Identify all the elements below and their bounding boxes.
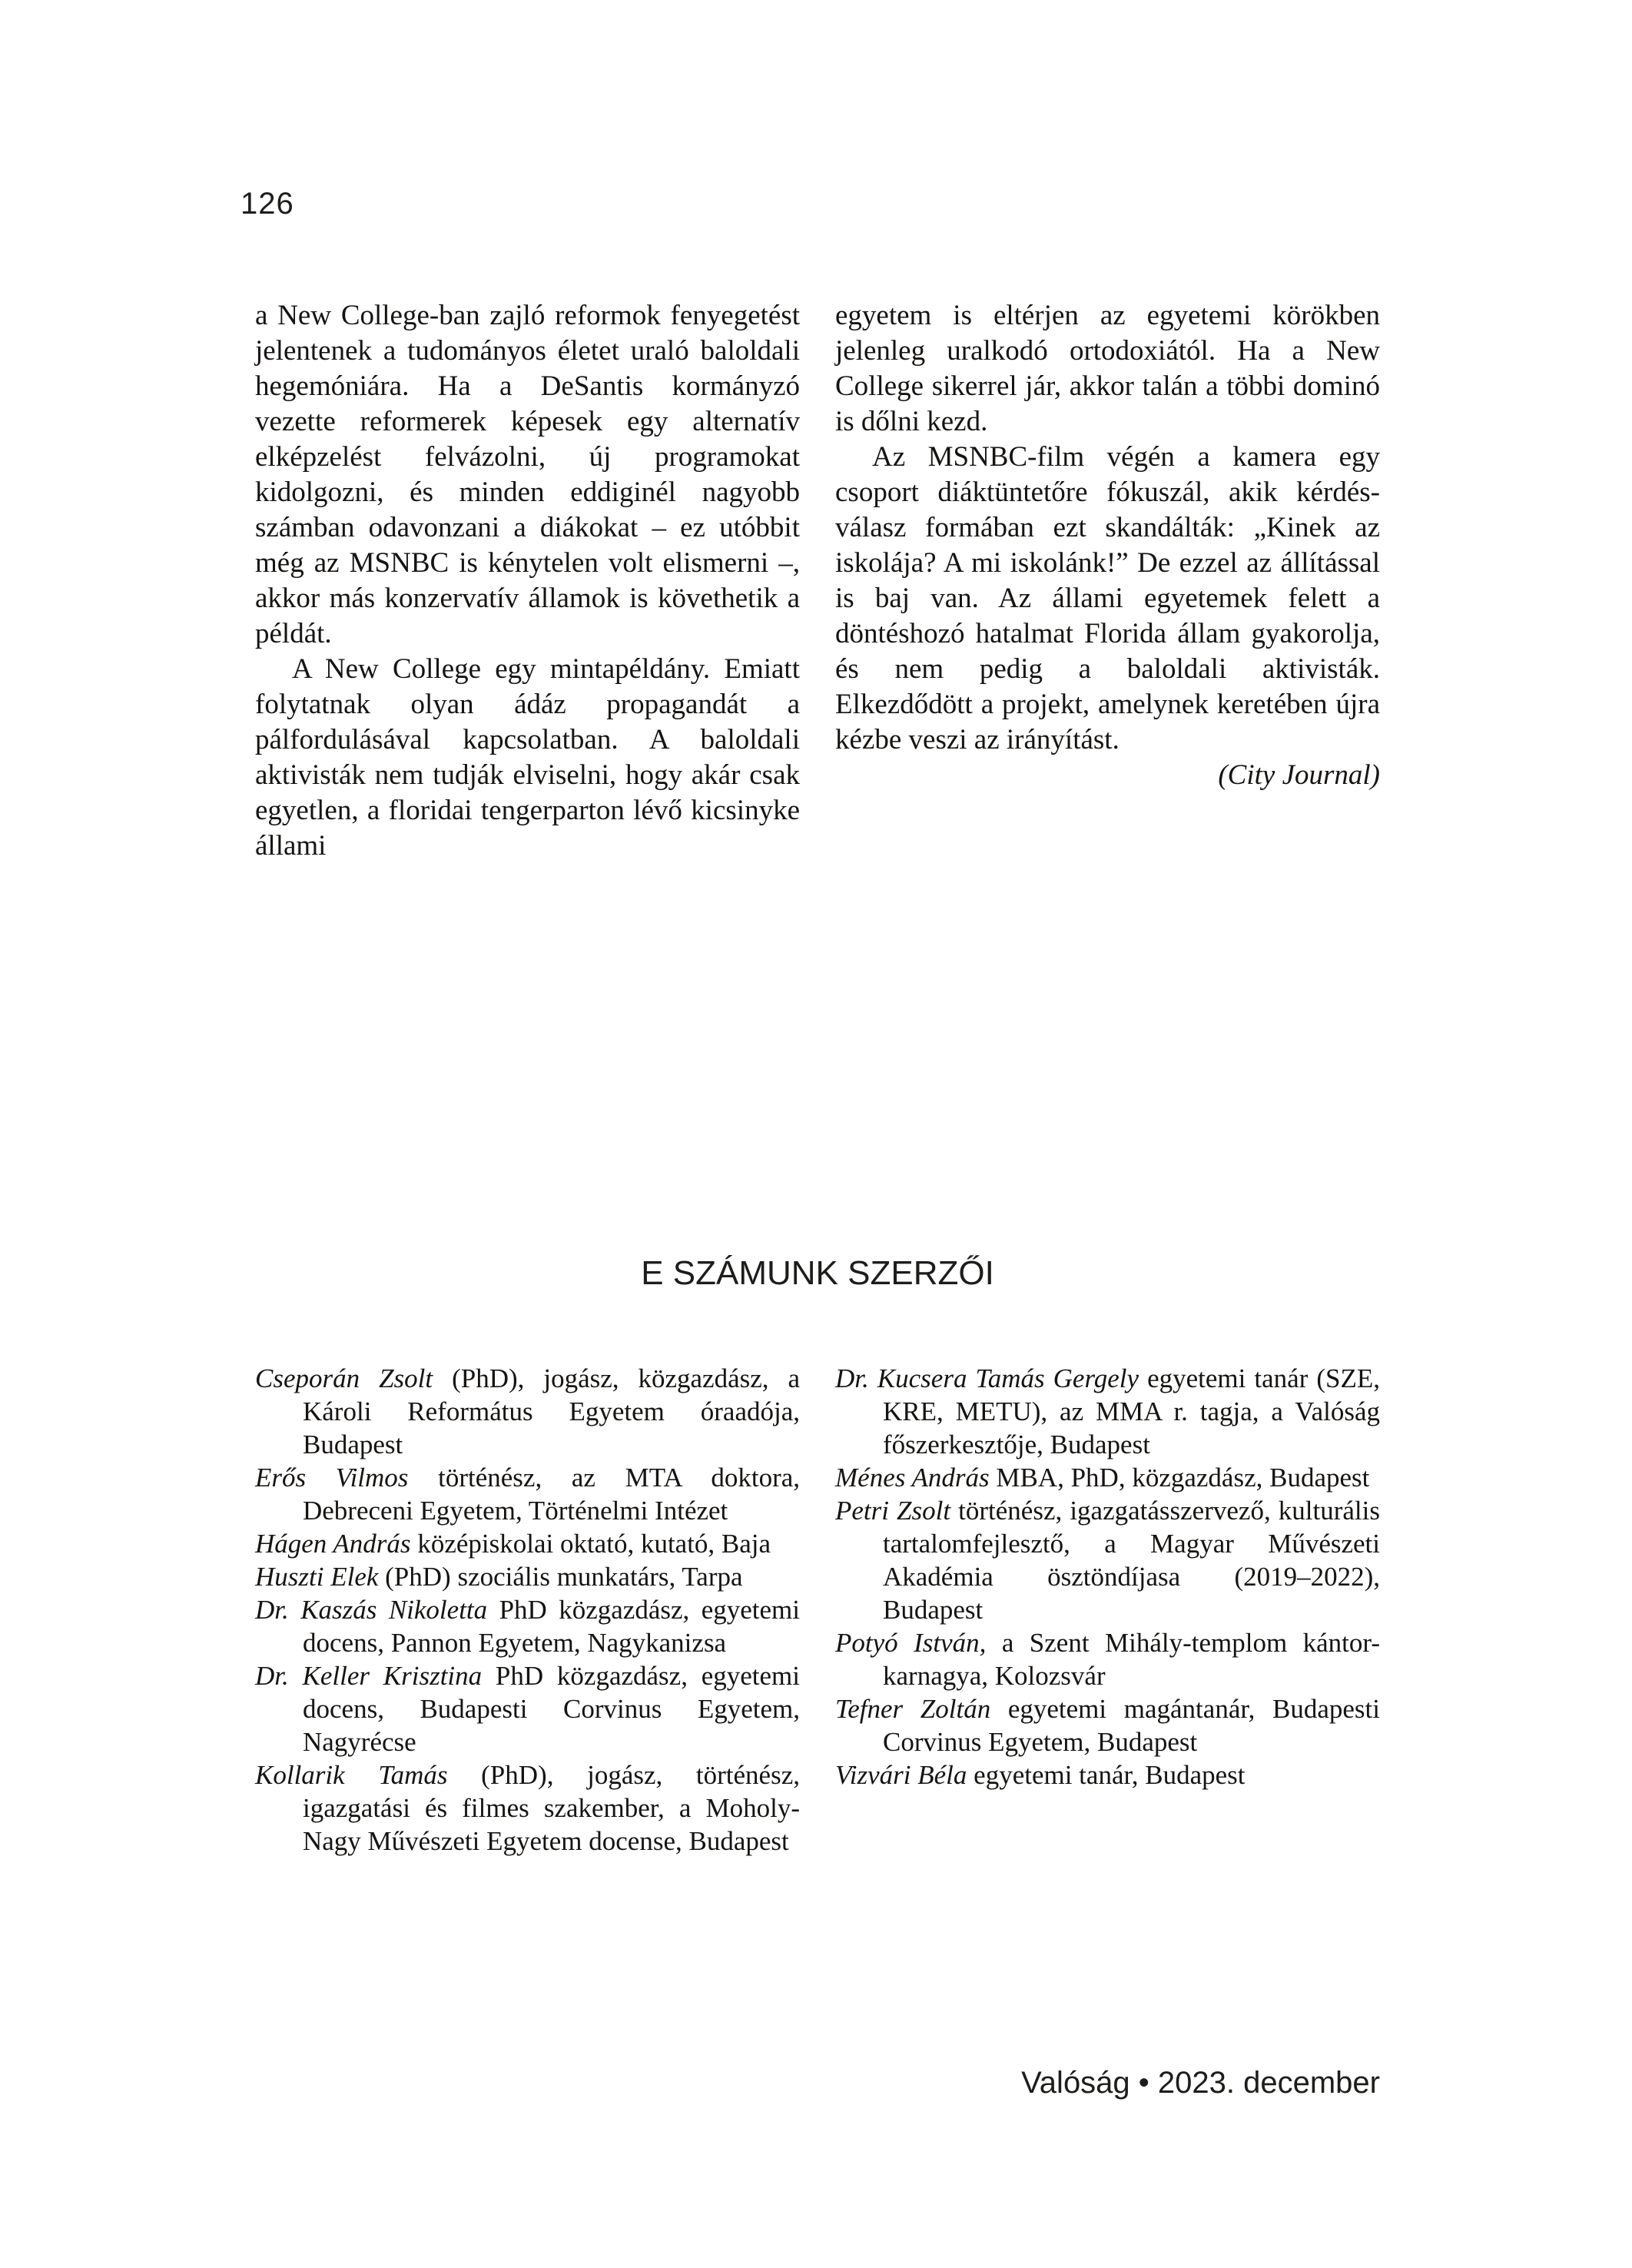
author-description: egyetemi magántanár, Budapesti Corvinus Egyetem, Budapest [883, 1694, 1380, 1757]
author-entry [255, 1362, 800, 1461]
author-name: Erős Vilmos [255, 1463, 409, 1493]
article-paragraph: egyetem is eltérjen az egyetemi körökben jelenleg uralkodó ortodoxiától. Ha a New College sikerrel jár, akkor talán a többi dominó is dőlni kezd. [835, 300, 1380, 437]
authors-section-heading: E SZÁMUNK SZERZŐI [641, 1254, 994, 1292]
author-description: a Szent Mihály-templom kántor-karnagya, Kolozsvár [883, 1628, 1380, 1691]
author-entry [835, 1494, 1380, 1626]
page-number: 126 [240, 187, 294, 221]
source-attribution: (City Journal) [1218, 759, 1380, 791]
author-entry [255, 1461, 800, 1527]
author-description: egyetemi tanár (SZE, KRE, METU), az MMA r. tagja, a Valóság főszerkesztője, Budapest [883, 1363, 1381, 1459]
author-name: Dr. Keller Krisztina [255, 1661, 483, 1691]
author-entry [835, 1758, 1380, 1791]
author-name: Dr. Kaszás Nikoletta [255, 1595, 488, 1625]
author-description: történész, az MTA doktora, Debreceni Egyetem, Történelmi Intézet [303, 1463, 801, 1526]
author-entry [255, 1758, 800, 1858]
article-paragraph: Az MSNBC-film végén a kamera egy csoport diáktüntetőre fókuszál, akik kérdés-válasz formában ezt skandálták: „Kinek az iskolája? A mi iskolánk!” De ezzel az állítással is baj van. Az állami egyetemek felett a döntéshozó hatalmat Florida állam gyakorolja, és nem pedig a baloldali aktivisták. Elkezdődött a projekt, amelynek keretében újra kézbe veszi az irányítást. [835, 441, 1380, 755]
article-text [255, 298, 1380, 864]
author-entry [255, 1560, 800, 1593]
author-name: Huszti Elek [255, 1562, 379, 1592]
authors-list [255, 1362, 1380, 1858]
author-description: történész, igazgatásszervező, kulturális tartalomfejlesztő, a Magyar Művészeti Akadémia ösztöndíjasa (2019–2022), Budapest [883, 1496, 1380, 1625]
author-name: Hágen András [255, 1529, 411, 1559]
author-entry [255, 1527, 800, 1560]
author-name: Cseporán Zsolt [255, 1363, 433, 1393]
author-name: Petri Zsolt [835, 1496, 951, 1526]
authors-left-column [255, 1362, 800, 1858]
article-left-column [255, 298, 800, 864]
author-description: (PhD), jogász, történész, igazgatási és filmes szakember, a Moholy-Nagy Művészeti Egyetem docense, Budapest [303, 1760, 800, 1856]
author-description: PhD közgazdász, egyetemi docens, Budapesti Corvinus Egyetem, Nagyrécse [303, 1661, 800, 1757]
author-entry [255, 1659, 800, 1758]
author-description: PhD közgazdász, egyetemi docens, Pannon Egyetem, Nagykanizsa [303, 1595, 800, 1658]
article-paragraph: a New College-ban zajló reformok fenyegetést jelentenek a tudományos életet uraló baloldali hegemóniára. Ha a DeSantis kormányzó vezette reformerek képesek egy alternatív elképzelést felvázolni, új programokat kidolgozni, és minden eddiginél nagyobb számban odavonzani a diákokat – ez utóbbit még az MSNBC is kénytelen volt elismerni –, akkor más konzervatív államok is követhetik a példát. [255, 300, 800, 649]
author-name: Ménes András [835, 1463, 990, 1493]
author-entry [835, 1461, 1380, 1494]
article-right-column [835, 298, 1380, 864]
article-paragraph: A New College egy mintapéldány. Emiatt folytatnak olyan ádáz propagandát a pálfordulásával kapcsolatban. A baloldali aktivisták nem tudják elviselni, hogy akár csak egyetlen, a floridai tengerparton lévő kicsinyke állami [255, 653, 800, 862]
journal-footer: Valóság • 2023. december [1021, 2066, 1380, 2100]
authors-right-column [835, 1362, 1380, 1858]
author-description: egyetemi tanár, Budapest [967, 1760, 1246, 1790]
author-name: Dr. Kucsera Tamás Gergely [835, 1363, 1139, 1393]
author-description: MBA, PhD, közgazdász, Budapest [989, 1463, 1370, 1493]
author-description: (PhD) szociális munkatárs, Tarpa [378, 1562, 743, 1592]
author-name: Kollarik Tamás [255, 1760, 448, 1790]
author-name: Tefner Zoltán [835, 1694, 991, 1724]
author-entry [835, 1626, 1380, 1692]
author-entry [835, 1362, 1380, 1461]
author-description: középiskolai oktató, kutató, Baja [410, 1529, 771, 1559]
author-description: (PhD), jogász, közgazdász, a Károli Református Egyetem óraadója, Budapest [303, 1363, 801, 1459]
author-name: Vizvári Béla [835, 1760, 967, 1790]
author-entry [255, 1593, 800, 1659]
author-name: Potyó István, [835, 1628, 987, 1658]
author-entry [835, 1692, 1380, 1758]
